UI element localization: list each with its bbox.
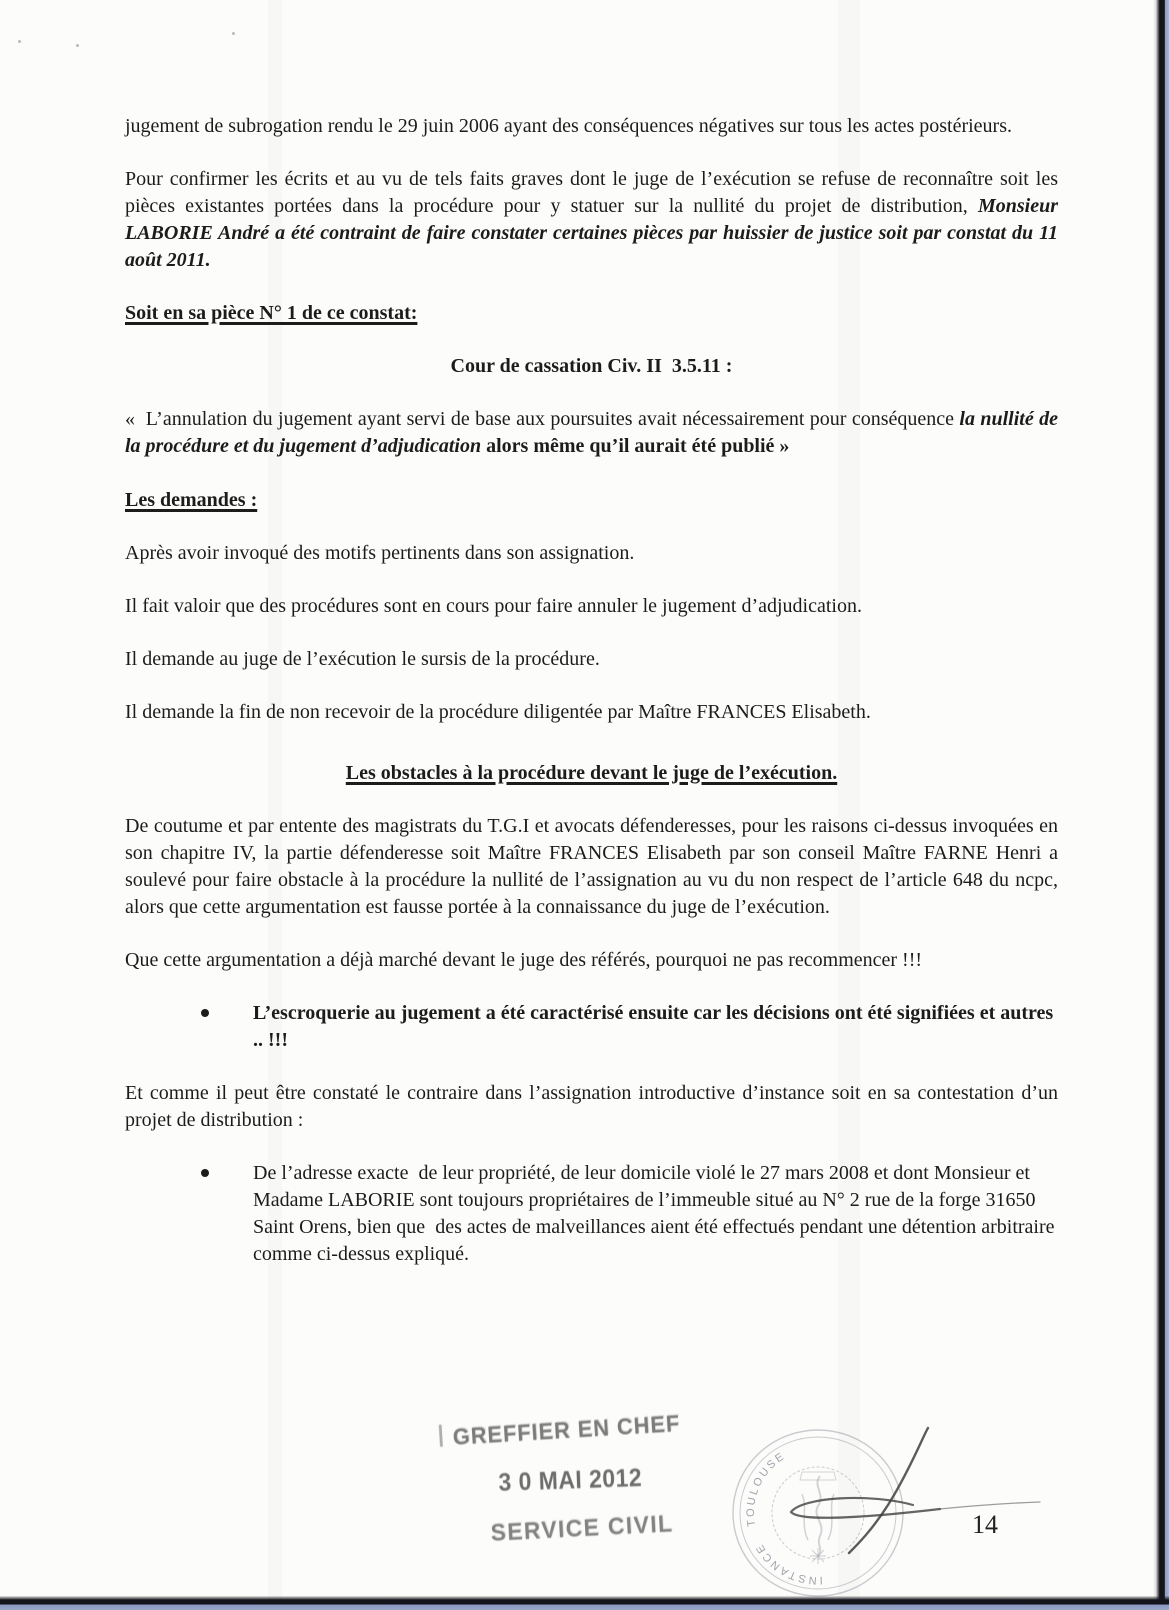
seal-text-left: TOULOUSE: [744, 1449, 788, 1528]
bullet-marker: [201, 1169, 209, 1177]
text-segment: Il fait valoir que des procédures sont en cours pour faire annuler le jugement d’adjudication.: [125, 595, 862, 617]
scan-streak: [268, 0, 282, 1610]
text-segment: alors même qu’il aurait été publié »: [486, 435, 790, 457]
text-segment: la nullité de la procédure et du jugement d’adjudication: [125, 408, 1059, 457]
text-segment: L’escroquerie au jugement a été caractérisé ensuite car les décisions ont été signifiées et autres .. !!!: [253, 1002, 1054, 1051]
text-segment: Les obstacles à la procédure devant le juge de l’exécution.: [345, 762, 838, 784]
bullet-item: [125, 1000, 1058, 1054]
document-body: [125, 113, 1058, 1294]
paragraph: [125, 406, 1058, 460]
paragraph: [125, 947, 1058, 974]
scan-streak: [838, 0, 860, 1610]
signature-loop: [791, 1498, 940, 1518]
greffier-stamp: GREFFIER EN CHEF: [452, 1410, 681, 1450]
section-heading: [125, 353, 1058, 380]
paragraph: [125, 540, 1058, 567]
scan-speck: [232, 32, 235, 35]
paragraph: [125, 699, 1058, 726]
text-segment: Il demande la fin de non recevoir de la procédure diligentée par Maître FRANCES Elisabeth.: [125, 701, 871, 723]
scan-edge-right: [1153, 0, 1169, 1610]
text-segment: Que cette argumentation a déjà marché devant le juge des référés, pourquoi ne pas recommencer !!!: [125, 949, 923, 971]
scan-edge-bottom: [0, 1596, 1169, 1610]
text-segment: De coutume et par entente des magistrats du T.G.I et avocats défenderesses, pour les raisons ci-dessus invoquées en son chapitre IV, la partie défenderesse soit Maître FRANCES Elisabeth par son conseil Maître FARNE Henri a soulevé pour faire obstacle à la procédure la nullité de l’assignation au vu du non respect de l’article 648 du ncpc, alors que cette argumentation est fausse portée à la connaissance du juge de l’exécution.: [125, 815, 1058, 918]
text-segment: Soit en sa pièce N° 1 de ce constat:: [125, 302, 418, 324]
paragraph: [125, 166, 1058, 274]
section-heading: [125, 760, 1058, 787]
date-stamp: 3 0 MAI 2012: [498, 1463, 643, 1497]
section-heading: [125, 487, 1058, 514]
text-segment: « L’annulation du jugement ayant servi de base aux poursuites avait nécessairement pour conséquence: [125, 408, 960, 430]
text-segment: Monsieur LABORIE André a été contraint de faire constater certaines pièces par huissier de justice soit par constat du 11 août 2011.: [125, 195, 1058, 271]
text-segment: Cour de cassation Civ. II 3.5.11 :: [450, 355, 733, 377]
paragraph: [125, 113, 1058, 140]
text-segment: Les demandes :: [125, 489, 258, 511]
bullet-item: [125, 1160, 1058, 1268]
text-segment: jugement de subrogation rendu le 29 juin 2006 ayant des conséquences négatives sur tous les actes postérieurs.: [125, 115, 1012, 137]
signature-downstroke: [849, 1428, 928, 1553]
service-stamp: SERVICE CIVIL: [490, 1510, 674, 1547]
text-segment: Après avoir invoqué des motifs pertinents dans son assignation.: [125, 542, 635, 564]
signature-tail: [940, 1502, 1040, 1509]
text-segment: Et comme il peut être constaté le contraire dans l’assignation introductive d’instance soit en sa contestation d’un projet de distribution :: [125, 1082, 1058, 1131]
signature: [740, 1410, 1169, 1580]
text-segment: De l’adresse exacte de leur propriété, de leur domicile violé le 27 mars 2008 et dont Monsieur et Madame LABORIE sont toujours propriétaires de l’immeuble situé au N° 2 rue de la forge 31650 Saint Orens, bien que des actes de malveillances aient été effectués pendant une détention arbitraire comme ci-dessus expliqué.: [253, 1162, 1055, 1265]
section-heading: [125, 300, 1058, 327]
seal-text-bottom: INSTANCE: [753, 1540, 823, 1587]
page-number: 14: [972, 1510, 998, 1539]
scan-speck: [76, 44, 79, 47]
text-segment: Pour confirmer les écrits et au vu de tels faits graves dont le juge de l’exécution se refuse de reconnaître soit les pièces existantes portées dans la procédure pour y statuer sur la nullité du projet de distribution,: [125, 168, 1058, 217]
paragraph: [125, 646, 1058, 673]
paragraph: [125, 593, 1058, 620]
bullet-marker: [201, 1009, 209, 1017]
paragraph: [125, 813, 1058, 921]
text-segment: Il demande au juge de l’exécution le sursis de la procédure.: [125, 648, 600, 670]
scan-speck: [18, 40, 21, 43]
paragraph: [125, 1080, 1058, 1134]
